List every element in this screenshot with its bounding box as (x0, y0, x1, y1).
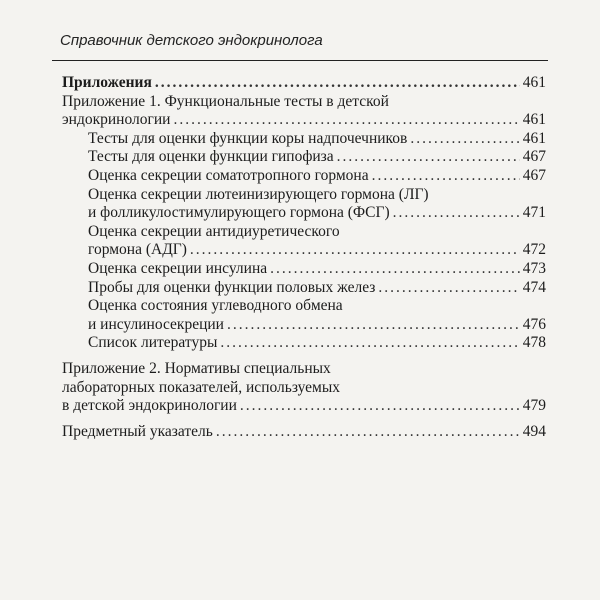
toc-leader-dots (173, 111, 519, 130)
toc-page-number: 461 (522, 74, 546, 91)
toc-entry-label: в детской эндокринологии (62, 397, 237, 415)
toc-entry-subject-index[interactable] (62, 423, 546, 442)
toc-leader-dots (378, 279, 519, 298)
toc-entry-adrenal-tests[interactable] (62, 130, 546, 149)
toc-entry-label: Приложения (62, 74, 152, 91)
toc-leader-dots (190, 241, 520, 260)
toc-entry-appendix-2-line2[interactable] (62, 379, 546, 398)
toc-entry-label: Тесты для оценки функции коры надпочечников (88, 129, 408, 147)
toc-entry-appendix-2-line1[interactable] (62, 360, 546, 379)
toc-leader-dots (337, 148, 520, 167)
toc-entry-label: Тесты для оценки функции гипофиза (88, 148, 334, 166)
toc-entry-label: Список литературы (88, 334, 218, 352)
toc-page-number: 467 (522, 148, 546, 166)
toc-entry-label: эндокринологии (62, 111, 171, 129)
toc-entry-label: Пробы для оценки функции половых желез (88, 278, 376, 296)
toc-entry-appendix-1-line1[interactable] (62, 93, 546, 112)
toc-page-number: 476 (522, 315, 546, 333)
toc-leader-dots (372, 167, 520, 186)
toc-spacer (62, 353, 546, 360)
table-of-contents (62, 74, 546, 441)
toc-page-number: 471 (522, 204, 546, 222)
toc-entry-label: Оценка секреции антидиуретического (88, 222, 340, 240)
running-header: Справочник детского эндокринолога (60, 32, 323, 49)
toc-entry-lh-fsh-line1[interactable] (62, 186, 546, 205)
toc-spacer (62, 416, 546, 423)
toc-page-number: 472 (522, 241, 546, 259)
toc-entry-appendices[interactable] (62, 74, 546, 93)
toc-entry-label: Оценка секреции лютеинизирующего гормона (ЛГ) (88, 185, 429, 203)
toc-entry-label: Оценка состояния углеводного обмена (88, 297, 343, 315)
toc-entry-carb-metabolism-line1[interactable] (62, 297, 546, 316)
toc-entry-label: Оценка секреции соматотропного гормона (88, 166, 369, 184)
toc-page-number: 473 (522, 259, 546, 277)
toc-entry-adh-line1[interactable] (62, 223, 546, 242)
toc-page-number: 494 (522, 422, 546, 440)
toc-entry-label: Приложение 1. Функциональные тесты в детской (62, 92, 389, 110)
toc-entry-label: Оценка секреции инсулина (88, 259, 268, 277)
toc-entry-label: Предметный указатель (62, 422, 213, 440)
toc-leader-dots (240, 397, 520, 416)
toc-entry-label: и фолликулостимулирующего гормона (ФСГ) (88, 204, 390, 222)
toc-page-number: 474 (522, 278, 546, 296)
toc-entry-label: Приложение 2. Нормативы специальных (62, 359, 331, 377)
toc-entry-lh-fsh[interactable] (62, 204, 546, 223)
toc-page-number: 461 (522, 129, 546, 147)
toc-entry-appendix-1[interactable] (62, 111, 546, 130)
toc-leader-dots (270, 260, 520, 279)
toc-entry-adh[interactable] (62, 241, 546, 260)
toc-entry-insulin-secretion[interactable] (62, 260, 546, 279)
toc-leader-dots (155, 74, 520, 93)
toc-leader-dots (410, 130, 519, 149)
toc-leader-dots (216, 423, 520, 442)
toc-leader-dots (227, 316, 520, 335)
toc-page-number: 461 (522, 111, 546, 129)
toc-page-number: 478 (522, 334, 546, 352)
toc-entry-gh-secretion[interactable] (62, 167, 546, 186)
toc-page-number: 467 (522, 166, 546, 184)
toc-entry-appendix-2[interactable] (62, 397, 546, 416)
toc-entry-carb-metabolism[interactable] (62, 316, 546, 335)
toc-entry-references[interactable] (62, 334, 546, 353)
header-rule (52, 60, 548, 61)
toc-entry-label: гормона (АДГ) (88, 241, 187, 259)
toc-entry-pituitary-tests[interactable] (62, 148, 546, 167)
toc-entry-label: лабораторных показателей, используемых (62, 378, 341, 396)
toc-page-number: 479 (522, 397, 546, 415)
toc-leader-dots (393, 204, 520, 223)
toc-entry-label: и инсулиносекреции (88, 315, 224, 333)
toc-entry-gonad-tests[interactable] (62, 279, 546, 298)
toc-leader-dots (220, 334, 519, 353)
